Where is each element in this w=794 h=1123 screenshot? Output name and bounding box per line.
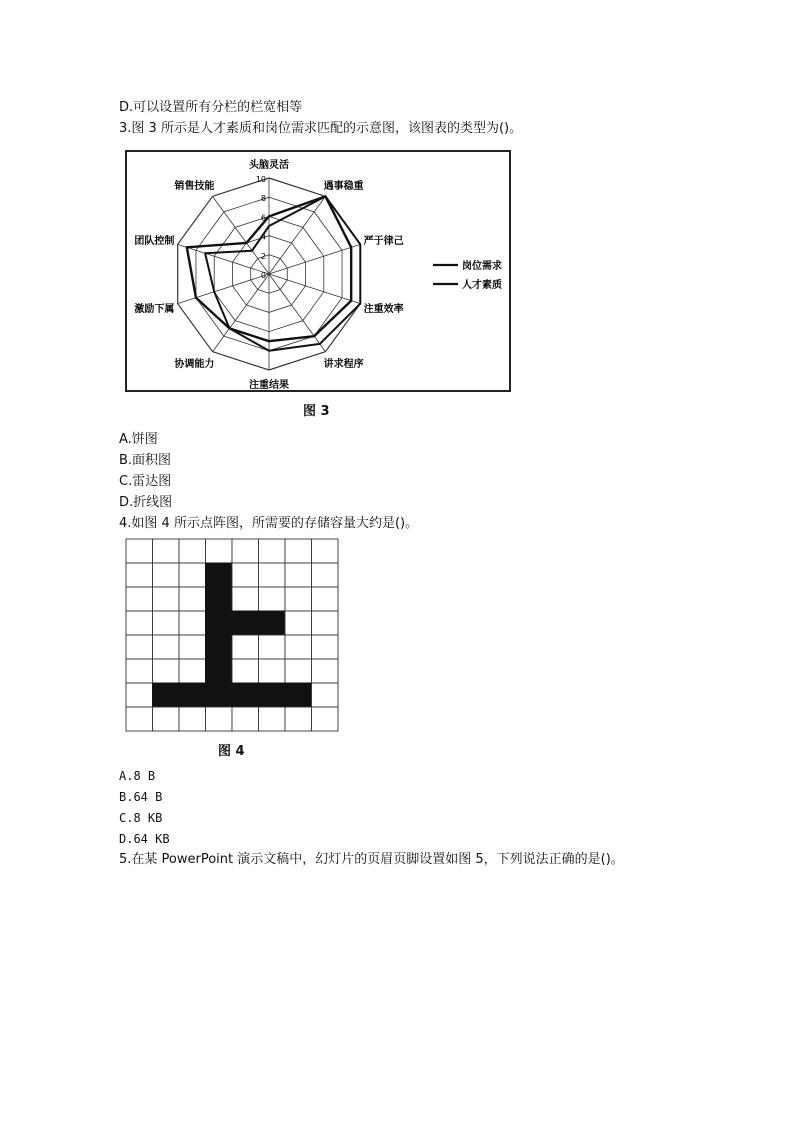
grid-cell-empty	[153, 611, 180, 635]
radar-tick-label: 10	[255, 175, 266, 184]
grid-cell-empty	[232, 539, 259, 563]
figure-4-caption: 图 4	[218, 744, 245, 759]
dot-matrix-svg	[125, 538, 339, 734]
grid-cell-empty	[285, 635, 312, 659]
radar-axis-label: 头脑灵活	[249, 160, 289, 171]
figure-3-caption: 图 3	[303, 404, 330, 419]
grid-cell-empty	[259, 707, 286, 731]
grid-cell-empty	[153, 659, 180, 683]
radar-axis-label: 激励下属	[134, 303, 175, 315]
q3-option-c: C.雷达图	[119, 474, 172, 489]
grid-cell-empty	[232, 587, 259, 611]
grid-cell-empty	[285, 587, 312, 611]
q4-option-d: D.64 KB	[119, 832, 170, 846]
grid-cell-empty	[126, 659, 153, 683]
grid-cell-empty	[232, 563, 259, 587]
radar-tick-label: 8	[260, 194, 266, 204]
q4-option-b: B.64 B	[119, 790, 163, 804]
grid-cell-filled	[206, 587, 233, 611]
radar-axis-label: 严于律己	[363, 236, 404, 248]
radar-axis-label: 遇事稳重	[323, 181, 364, 193]
grid-cell-empty	[179, 707, 206, 731]
grid-cell-empty	[179, 539, 206, 563]
radar-axis-label: 协调能力	[174, 358, 215, 370]
grid-cell-empty	[153, 635, 180, 659]
grid-cell-filled	[179, 683, 206, 707]
grid-cell-empty	[312, 611, 339, 635]
legend-label-series-1: 岗位需求	[462, 261, 502, 272]
grid-cell-filled	[206, 683, 233, 707]
grid-cell-empty	[232, 635, 259, 659]
radar-axis-label: 团队控制	[134, 236, 175, 248]
grid-cell-empty	[126, 563, 153, 587]
grid-cell-filled	[206, 635, 233, 659]
grid-cell-empty	[259, 659, 286, 683]
radar-chart-svg	[125, 150, 511, 392]
grid-cell-empty	[259, 635, 286, 659]
grid-cell-filled	[259, 683, 286, 707]
grid-cell-empty	[259, 563, 286, 587]
question-3: 3.图 3 所示是人才素质和岗位需求匹配的示意图，该图表的类型为()。	[119, 121, 523, 136]
grid-cell-filled	[206, 563, 233, 587]
grid-cell-empty	[126, 683, 153, 707]
grid-cell-empty	[312, 563, 339, 587]
radar-axis-label: 注重效率	[363, 303, 404, 315]
legend-label-series-2: 人才素质	[462, 280, 502, 291]
figure-3-radar-chart	[125, 150, 511, 396]
grid-cell-empty	[126, 587, 153, 611]
grid-cell-empty	[206, 539, 233, 563]
grid-cell-empty	[126, 611, 153, 635]
grid-cell-empty	[179, 659, 206, 683]
grid-cell-empty	[285, 659, 312, 683]
grid-cell-empty	[312, 707, 339, 731]
grid-cell-empty	[285, 539, 312, 563]
grid-cell-empty	[285, 611, 312, 635]
q3-option-b: B.面积图	[119, 453, 172, 468]
grid-cell-empty	[259, 539, 286, 563]
grid-cell-empty	[259, 587, 286, 611]
radar-tick-label: 0	[260, 271, 266, 280]
q3-option-d: D.折线图	[119, 495, 173, 510]
grid-cell-filled	[206, 611, 233, 635]
radar-tick-label: 4	[260, 232, 266, 242]
grid-cell-empty	[126, 635, 153, 659]
radar-axis-label: 讲求程序	[323, 358, 364, 370]
grid-cell-empty	[285, 707, 312, 731]
grid-cell-empty	[126, 707, 153, 731]
grid-cell-filled	[232, 683, 259, 707]
grid-cell-empty	[153, 539, 180, 563]
grid-cell-empty	[126, 539, 153, 563]
option-d-previous-question: D.可以设置所有分栏的栏宽相等	[119, 100, 303, 115]
radar-axis-label: 注重结果	[249, 380, 289, 391]
question-5: 5.在某 PowerPoint 演示文稿中，幻灯片的页眉页脚设置如图 5，下列说法正确的是()。	[119, 852, 624, 867]
grid-cell-empty	[232, 659, 259, 683]
grid-cell-empty	[179, 611, 206, 635]
grid-cell-filled	[206, 659, 233, 683]
q4-option-a: A.8 B	[119, 769, 156, 783]
radar-tick-label: 2	[260, 251, 266, 261]
grid-cell-empty	[206, 707, 233, 731]
grid-cell-filled	[259, 611, 286, 635]
grid-cell-empty	[285, 563, 312, 587]
figure-4-dot-matrix	[125, 538, 339, 738]
grid-cell-empty	[153, 707, 180, 731]
grid-cell-empty	[312, 635, 339, 659]
question-4: 4.如图 4 所示点阵图，所需要的存储容量大约是()。	[119, 516, 419, 531]
grid-cell-empty	[179, 635, 206, 659]
grid-cell-empty	[312, 683, 339, 707]
q4-option-c: C.8 KB	[119, 811, 163, 825]
grid-cell-empty	[312, 659, 339, 683]
grid-cell-empty	[179, 563, 206, 587]
grid-cell-empty	[153, 587, 180, 611]
grid-cell-empty	[179, 587, 206, 611]
radar-tick-label: 6	[260, 213, 266, 223]
grid-cell-empty	[312, 587, 339, 611]
q3-option-a: A.饼图	[119, 432, 158, 447]
grid-cell-empty	[232, 707, 259, 731]
grid-cell-filled	[285, 683, 312, 707]
grid-cell-empty	[312, 539, 339, 563]
grid-cell-empty	[153, 563, 180, 587]
radar-axis-label: 销售技能	[174, 181, 215, 193]
grid-cell-filled	[153, 683, 180, 707]
grid-cell-filled	[232, 611, 259, 635]
